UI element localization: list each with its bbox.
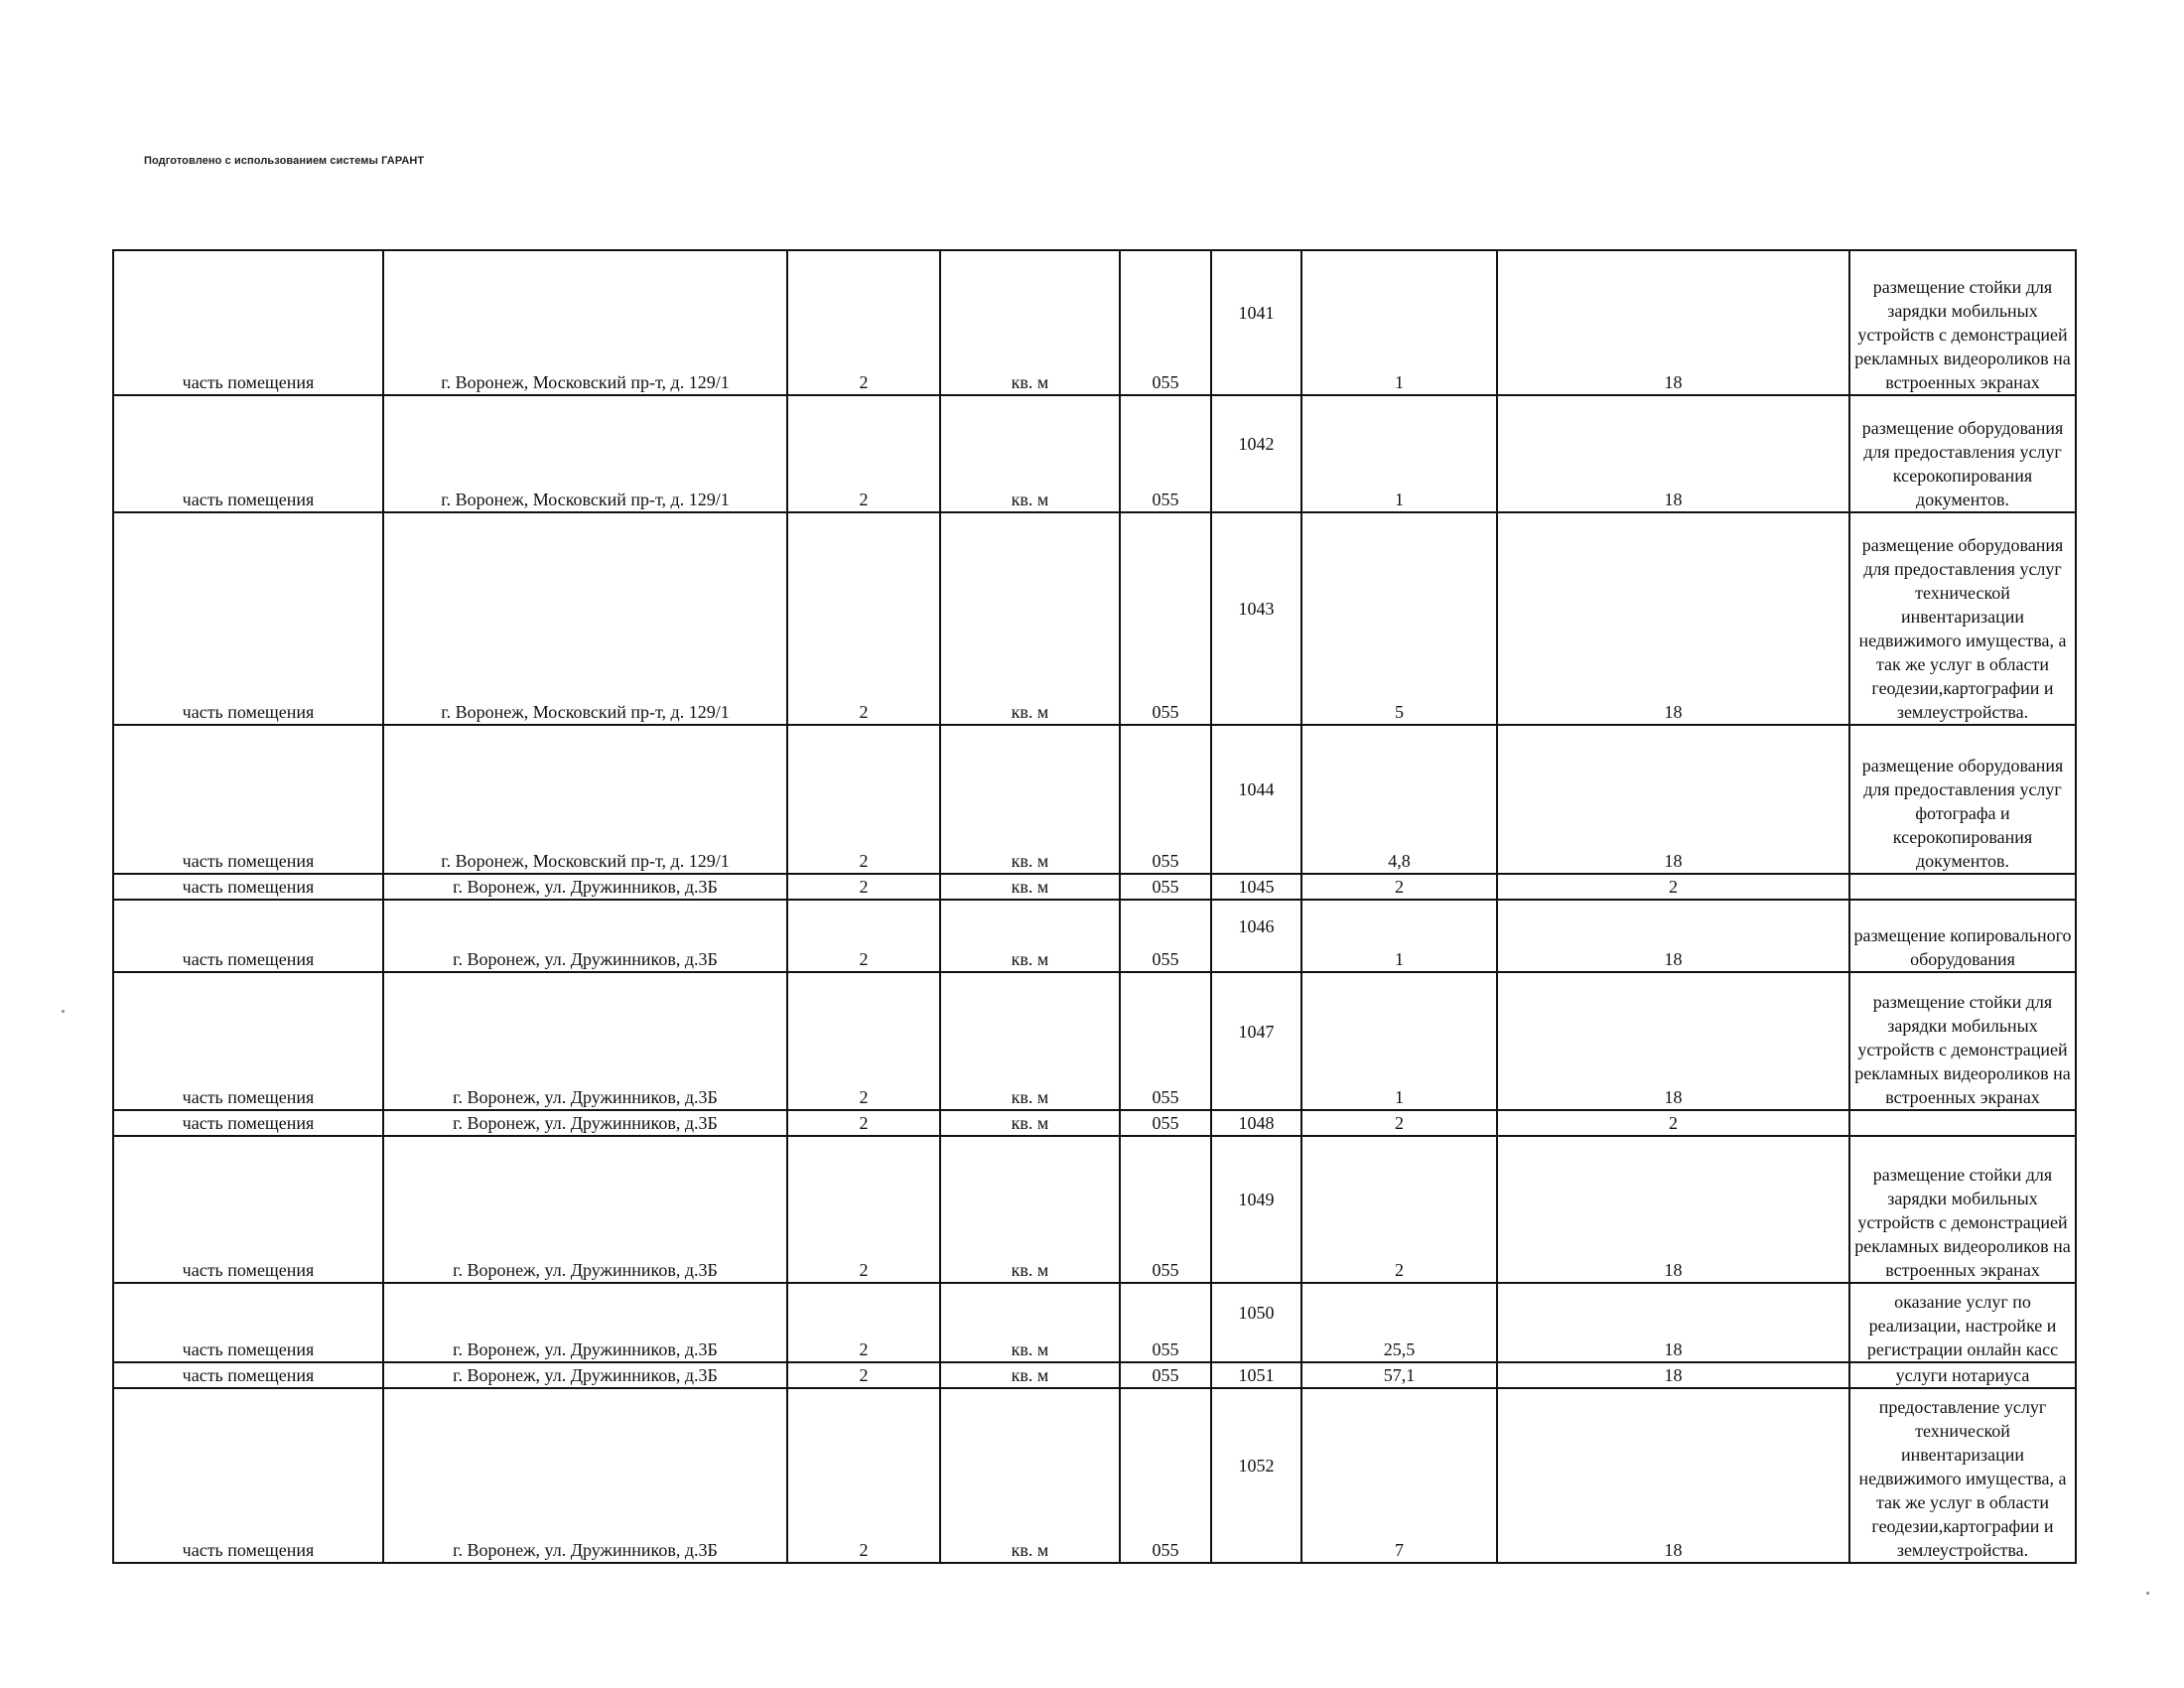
cell-term: 18 <box>1497 972 1849 1110</box>
cell-area: 4,8 <box>1301 725 1497 874</box>
cell-term: 18 <box>1497 1388 1849 1563</box>
cell-unit: кв. м <box>940 725 1120 874</box>
scan-speck <box>62 1010 65 1013</box>
cell-floor: 2 <box>787 512 940 725</box>
cell-term: 18 <box>1497 395 1849 512</box>
cell-unit: кв. м <box>940 1110 1120 1136</box>
cell-address: г. Воронеж, ул. Дружинников, д.3Б <box>383 1110 787 1136</box>
cell-term: 18 <box>1497 250 1849 395</box>
cell-number: 1050 <box>1211 1283 1301 1362</box>
cell-purpose: услуги нотариуса <box>1849 1362 2076 1388</box>
cell-area: 1 <box>1301 900 1497 972</box>
cell-address: г. Воронеж, Московский пр-т, д. 129/1 <box>383 512 787 725</box>
table-row <box>113 972 2076 1110</box>
cell-number: 1044 <box>1211 725 1301 874</box>
cell-floor: 2 <box>787 1388 940 1563</box>
cell-address: г. Воронеж, ул. Дружинников, д.3Б <box>383 1362 787 1388</box>
cell-unit: кв. м <box>940 972 1120 1110</box>
cell-code: 055 <box>1120 1388 1211 1563</box>
cell-address: г. Воронеж, Московский пр-т, д. 129/1 <box>383 395 787 512</box>
cell-floor: 2 <box>787 1136 940 1283</box>
cell-address: г. Воронеж, ул. Дружинников, д.3Б <box>383 1136 787 1283</box>
cell-address: г. Воронеж, ул. Дружинников, д.3Б <box>383 1283 787 1362</box>
cell-number: 1048 <box>1211 1110 1301 1136</box>
cell-area: 2 <box>1301 1136 1497 1283</box>
cell-number: 1043 <box>1211 512 1301 725</box>
table-row <box>113 1136 2076 1283</box>
cell-floor: 2 <box>787 1283 940 1362</box>
cell-address: г. Воронеж, ул. Дружинников, д.3Б <box>383 874 787 900</box>
cell-code: 055 <box>1120 250 1211 395</box>
cell-purpose <box>1849 874 2076 900</box>
cell-type: часть помещения <box>113 1362 383 1388</box>
cell-purpose <box>1849 1110 2076 1136</box>
cell-floor: 2 <box>787 725 940 874</box>
cell-unit: кв. м <box>940 1362 1120 1388</box>
cell-area: 1 <box>1301 395 1497 512</box>
cell-unit: кв. м <box>940 874 1120 900</box>
table-row <box>113 395 2076 512</box>
cell-term: 18 <box>1497 512 1849 725</box>
table-body <box>113 250 2076 1563</box>
cell-floor: 2 <box>787 1362 940 1388</box>
cell-address: г. Воронеж, Московский пр-т, д. 129/1 <box>383 250 787 395</box>
cell-code: 055 <box>1120 1110 1211 1136</box>
cell-term: 2 <box>1497 874 1849 900</box>
cell-number: 1051 <box>1211 1362 1301 1388</box>
table-row <box>113 900 2076 972</box>
cell-floor: 2 <box>787 1110 940 1136</box>
cell-number: 1041 <box>1211 250 1301 395</box>
cell-term: 2 <box>1497 1110 1849 1136</box>
cell-area: 2 <box>1301 874 1497 900</box>
cell-code: 055 <box>1120 512 1211 725</box>
cell-purpose: оказание услуг по реализации, настройке и регистрации онлайн касс <box>1849 1283 2076 1362</box>
cell-floor: 2 <box>787 395 940 512</box>
cell-area: 57,1 <box>1301 1362 1497 1388</box>
cell-floor: 2 <box>787 972 940 1110</box>
cell-number: 1042 <box>1211 395 1301 512</box>
table-row <box>113 250 2076 395</box>
cell-floor: 2 <box>787 874 940 900</box>
cell-type: часть помещения <box>113 972 383 1110</box>
cell-code: 055 <box>1120 900 1211 972</box>
cell-type: часть помещения <box>113 250 383 395</box>
cell-term: 18 <box>1497 1136 1849 1283</box>
cell-term: 18 <box>1497 1362 1849 1388</box>
cell-code: 055 <box>1120 1136 1211 1283</box>
cell-type: часть помещения <box>113 1388 383 1563</box>
cell-number: 1049 <box>1211 1136 1301 1283</box>
cell-type: часть помещения <box>113 1136 383 1283</box>
cell-number: 1047 <box>1211 972 1301 1110</box>
cell-type: часть помещения <box>113 900 383 972</box>
cell-unit: кв. м <box>940 1136 1120 1283</box>
cell-number: 1045 <box>1211 874 1301 900</box>
table-row <box>113 1388 2076 1563</box>
cell-unit: кв. м <box>940 1388 1120 1563</box>
cell-term: 18 <box>1497 900 1849 972</box>
cell-purpose: предоставление услуг технической инвентаризации недвижимого имущества, а так же услуг в области геодезии,картографии и землеустройства. <box>1849 1388 2076 1563</box>
cell-area: 25,5 <box>1301 1283 1497 1362</box>
cell-purpose: размещение оборудования для предоставления услуг технической инвентаризации недвижимого имущества, а так же услуг в области геодезии,картографии и землеустройства. <box>1849 512 2076 725</box>
scan-speck <box>2146 1592 2149 1595</box>
cell-type: часть помещения <box>113 395 383 512</box>
cell-number: 1046 <box>1211 900 1301 972</box>
cell-floor: 2 <box>787 900 940 972</box>
cell-type: часть помещения <box>113 1110 383 1136</box>
cell-unit: кв. м <box>940 250 1120 395</box>
cell-unit: кв. м <box>940 1283 1120 1362</box>
cell-purpose: размещение оборудования для предоставления услуг ксерокопирования документов. <box>1849 395 2076 512</box>
cell-area: 1 <box>1301 972 1497 1110</box>
cell-type: часть помещения <box>113 874 383 900</box>
cell-code: 055 <box>1120 725 1211 874</box>
table-row <box>113 1362 2076 1388</box>
property-table <box>112 249 2077 1564</box>
cell-type: часть помещения <box>113 725 383 874</box>
cell-purpose: размещение стойки для зарядки мобильных устройств с демонстрацией рекламных видеороликов на встроенных экранах <box>1849 1136 2076 1283</box>
table-row <box>113 725 2076 874</box>
cell-code: 055 <box>1120 1362 1211 1388</box>
cell-code: 055 <box>1120 874 1211 900</box>
cell-area: 5 <box>1301 512 1497 725</box>
cell-purpose: размещение стойки для зарядки мобильных устройств с демонстрацией рекламных видеороликов на встроенных экранах <box>1849 250 2076 395</box>
table-row <box>113 1283 2076 1362</box>
cell-code: 055 <box>1120 1283 1211 1362</box>
cell-number: 1052 <box>1211 1388 1301 1563</box>
table-row <box>113 1110 2076 1136</box>
cell-floor: 2 <box>787 250 940 395</box>
table-row <box>113 512 2076 725</box>
cell-unit: кв. м <box>940 900 1120 972</box>
table-row <box>113 874 2076 900</box>
cell-area: 7 <box>1301 1388 1497 1563</box>
cell-purpose: размещение копировального оборудования <box>1849 900 2076 972</box>
cell-unit: кв. м <box>940 395 1120 512</box>
cell-area: 1 <box>1301 250 1497 395</box>
cell-term: 18 <box>1497 725 1849 874</box>
cell-code: 055 <box>1120 395 1211 512</box>
cell-address: г. Воронеж, ул. Дружинников, д.3Б <box>383 900 787 972</box>
cell-term: 18 <box>1497 1283 1849 1362</box>
cell-code: 055 <box>1120 972 1211 1110</box>
cell-address: г. Воронеж, Московский пр-т, д. 129/1 <box>383 725 787 874</box>
cell-unit: кв. м <box>940 512 1120 725</box>
source-header: Подготовлено с использованием системы ГАРАНТ <box>144 155 425 167</box>
cell-area: 2 <box>1301 1110 1497 1136</box>
cell-address: г. Воронеж, ул. Дружинников, д.3Б <box>383 1388 787 1563</box>
cell-purpose: размещение оборудования для предоставления услуг фотографа и ксерокопирования документов. <box>1849 725 2076 874</box>
cell-address: г. Воронеж, ул. Дружинников, д.3Б <box>383 972 787 1110</box>
cell-purpose: размещение стойки для зарядки мобильных устройств с демонстрацией рекламных видеороликов на встроенных экранах <box>1849 972 2076 1110</box>
cell-type: часть помещения <box>113 512 383 725</box>
cell-type: часть помещения <box>113 1283 383 1362</box>
